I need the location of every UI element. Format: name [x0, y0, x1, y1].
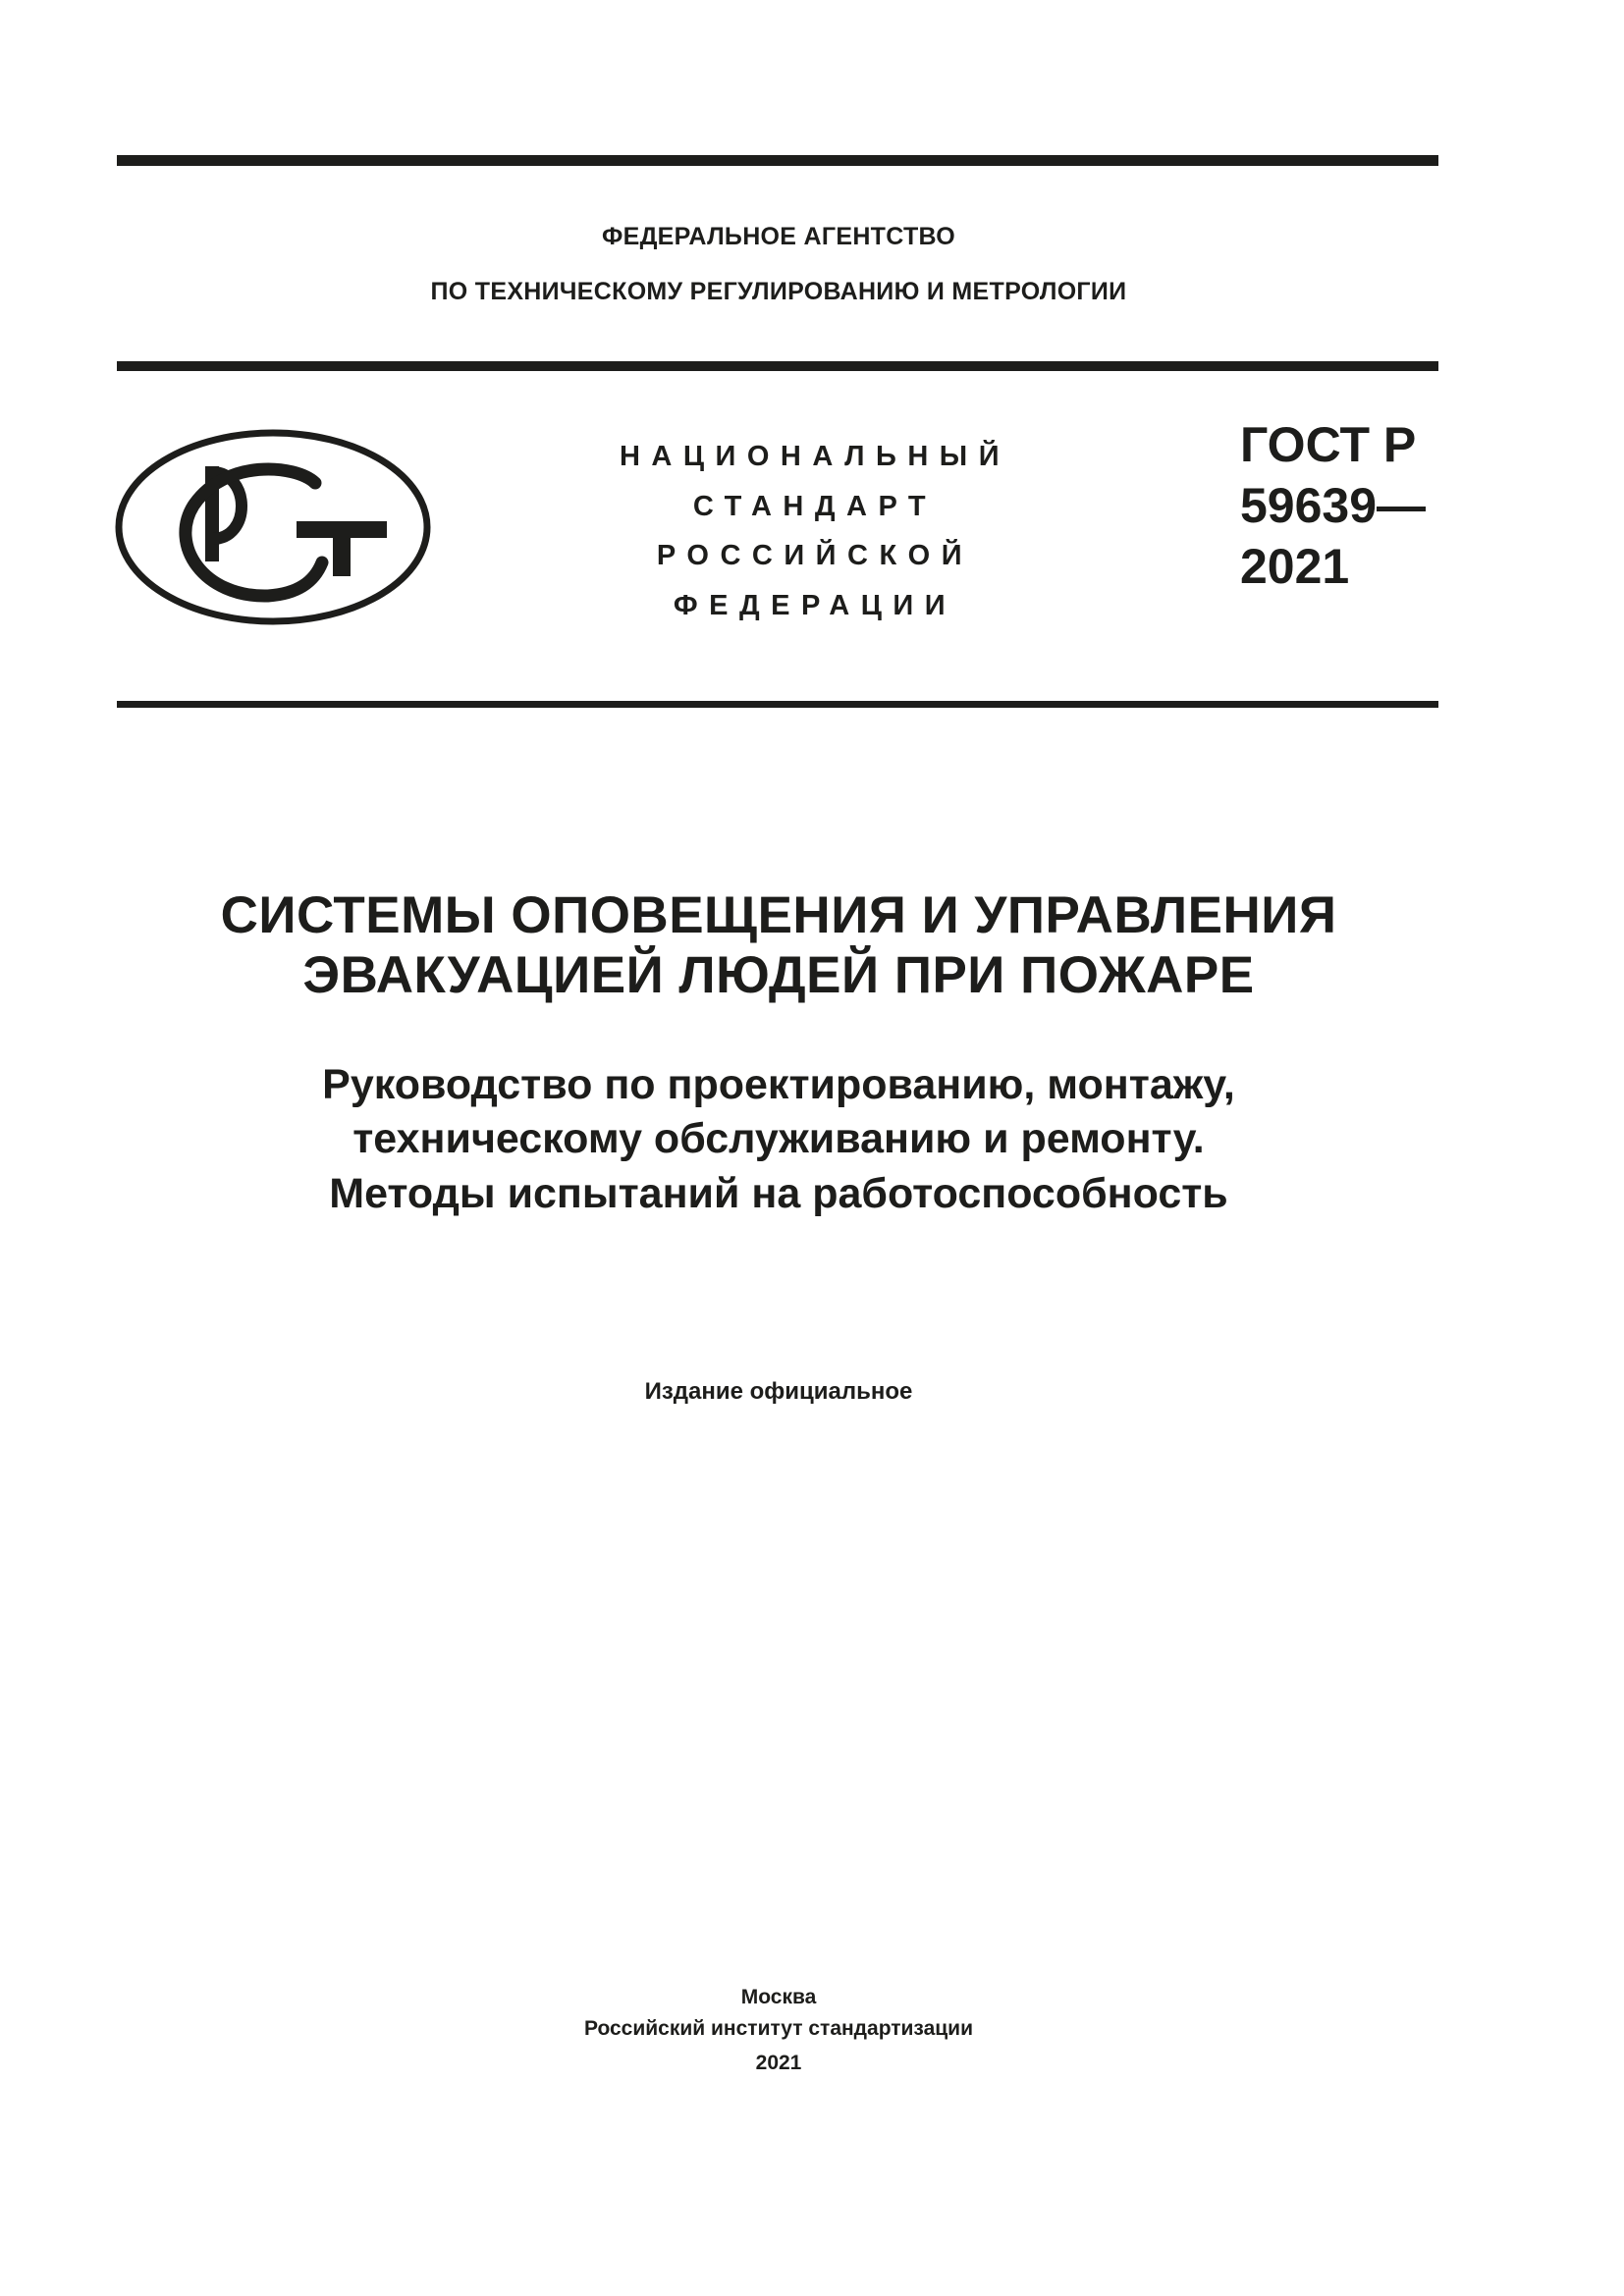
standard-type-block	[550, 432, 1080, 630]
header-rule	[117, 361, 1438, 371]
standard-type-line-3: РОССИЙСКОЙ	[656, 540, 974, 571]
standard-type-line-4: ФЕДЕРАЦИИ	[673, 589, 957, 621]
document-title-line-1: СИСТЕМЫ ОПОВЕЩЕНИЯ И УПРАВЛЕНИЯ	[220, 886, 1337, 944]
imprint-publisher: Российский институт стандартизации	[583, 2017, 974, 2040]
standard-type-line-2: СТАНДАРТ	[692, 490, 938, 522]
logo-rule	[117, 701, 1438, 708]
imprint-year: 2021	[755, 2052, 802, 2074]
document-subtitle-line-3: Методы испытаний на работоспособность	[329, 1170, 1228, 1217]
rst-certification-mark-icon	[115, 429, 431, 625]
designation-line-1: ГОСТ Р	[1240, 417, 1417, 472]
standard-designation	[1240, 414, 1426, 597]
document-title-line-2: ЭВАКУАЦИЕЙ ЛЮДЕЙ ПРИ ПОЖАРЕ	[302, 946, 1255, 1004]
imprint-city: Москва	[740, 1986, 817, 2008]
standard-type-line-1: НАЦИОНАЛЬНЫЙ	[619, 441, 1011, 472]
edition-label: Издание официальное	[644, 1378, 913, 1405]
top-rule	[117, 155, 1438, 166]
designation-line-3: 2021	[1240, 539, 1350, 594]
agency-line-1: ФЕДЕРАЛЬНОЕ АГЕНТСТВО	[601, 223, 956, 250]
agency-line-2: ПО ТЕХНИЧЕСКОМУ РЕГУЛИРОВАНИЮ И МЕТРОЛОГИИ	[430, 278, 1127, 305]
document-subtitle-line-1: Руководство по проектированию, монтажу,	[322, 1061, 1235, 1108]
designation-line-2: 59639—	[1240, 478, 1427, 533]
document-subtitle-line-2: техническому обслуживанию и ремонту.	[352, 1115, 1205, 1162]
